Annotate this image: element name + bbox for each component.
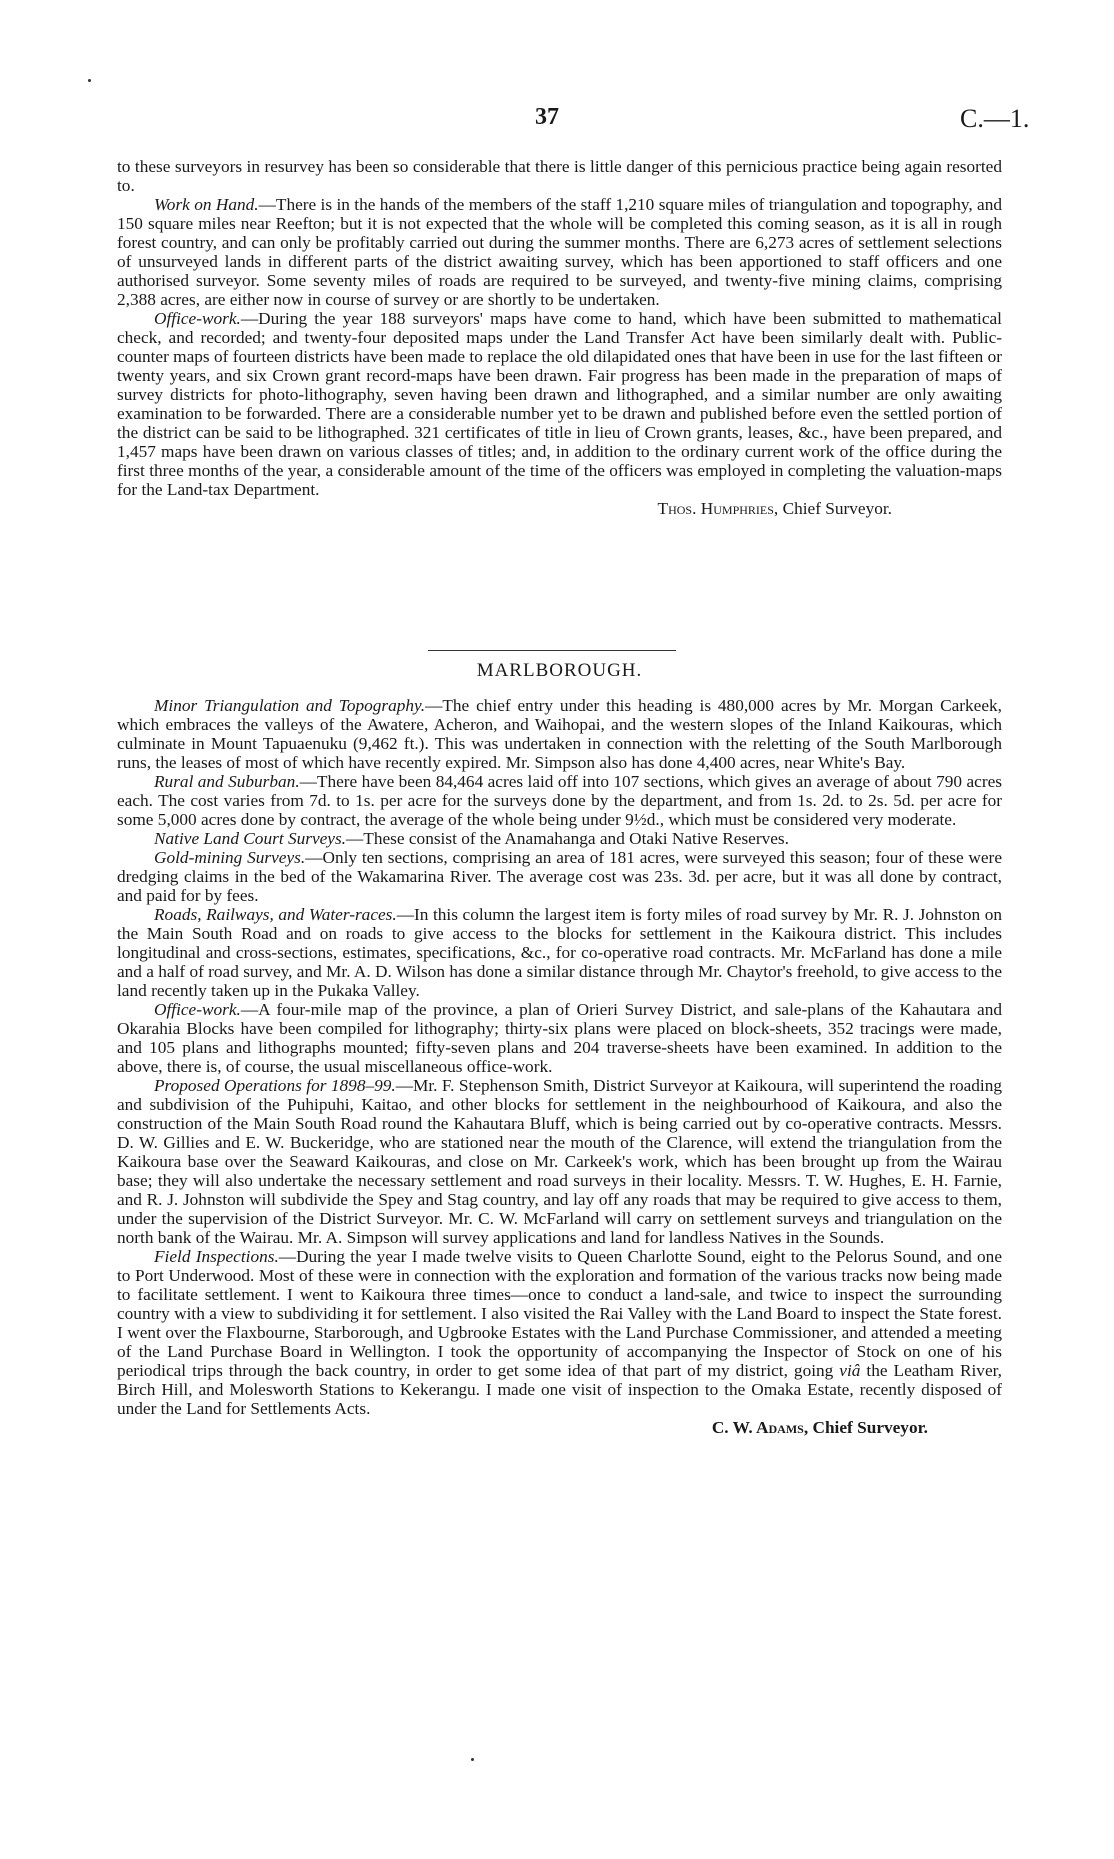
page-number: 37 xyxy=(535,104,559,130)
section-marlborough xyxy=(117,660,1002,1438)
section-heading: MARLBOROUGH. xyxy=(476,660,643,681)
page-mark xyxy=(88,79,91,82)
paragraph-continuation: to these surveyors in resurvey has been so considerable that there is little danger of this pernicious practice being again resorted to. xyxy=(117,157,1002,195)
section-divider xyxy=(428,650,676,651)
paragraph-title: Rural and Suburban. xyxy=(154,772,300,791)
paragraph-rural: Rural and Suburban.—There have been 84,464 acres laid off into 107 sections, which gives an average of about 790 acres each. The cost varies from 7d. to 1s. per acre for the surveys done by the department, and from 1s. 2d. to 2s. 5d. per acre for some 5,000 acres done by contract, the average of the whole being under 9½d., which must be considered very moderate. xyxy=(117,772,1002,829)
paragraph-title: Proposed Operations for 1898–99. xyxy=(154,1076,396,1095)
paragraph-office-work: Office-work.—A four-mile map of the province, a plan of Orieri Survey District, and sale-plans of the Kahautara and Okarahia Blocks have been compiled for lithography; thirty-six plans were placed on block-sheets, 352 tracings were made, and 105 plans and lithographs mounted; fifty-seven plans and 204 traverse-sheets have been examined. In addition to the above, there is, of course, the usual miscellaneous office-work. xyxy=(117,1000,1002,1076)
paragraph-title: Gold-mining Surveys. xyxy=(154,848,306,867)
paragraph-office-work: Office-work.—During the year 188 surveyors' maps have come to hand, which have been submitted to mathematical check, and recorded; and twenty-four deposited maps under the Land Transfer Act have been similarly dealt with. Public-counter maps of fourteen districts have been made to replace the old dilapidated ones that have been in use for the last fifteen or twenty years, and six Crown grant record-maps have been drawn. Fair progress has been made in the preparation of maps of survey districts for photo-lithography, seven having been drawn and lithographed, and a similar number are only awaiting examination to be forwarded. There are a considerable number yet to be drawn and published before even the settled portion of the district can be said to be lithographed. 321 certificates of title in lieu of Crown grants, leases, &c., have been prepared, and 1,457 maps have been drawn on various classes of titles; and, in addition to the ordinary current work of the office during the first three months of the year, a considerable amount of the time of the officers was employed in completing the valuation-maps for the Land-tax Department. xyxy=(117,309,1002,499)
signature-adams: C. W. Adams, Chief Surveyor. xyxy=(711,1418,928,1437)
paragraph-gold-mining: Gold-mining Surveys.—Only ten sections, comprising an area of 181 acres, were surveyed this season; four of these were dredging claims in the bed of the Wakamarina River. The average cost was 23s. 3d. per acre, but it was all done by contract, and paid for by fees. xyxy=(117,848,1002,905)
paragraph-work-on-hand: Work on Hand.—There is in the hands of the members of the staff 1,210 square miles of triangulation and topography, and 150 square miles near Reefton; but it is not expected that the whole will be completed this coming season, as it is all in rough forest country, and can only be profitably carried out during the summer months. There are 6,273 acres of settlement selections of unsurveyed lands in different parts of the district awaiting survey, which has been apportioned to staff officers and one authorised surveyor. Some seventy miles of roads are required to be surveyed, and twenty-five mining claims, comprising 2,388 acres, are either now in course of survey or are shortly to be undertaken. xyxy=(117,195,1002,309)
paragraph-title: Field Inspections. xyxy=(154,1247,279,1266)
paragraph-native-land: Native Land Court Surveys.—These consist of the Anamahanga and Otaki Native Reserves. xyxy=(154,829,789,848)
paragraph-triangulation: Minor Triangulation and Topography.—The chief entry under this heading is 480,000 acres by Mr. Morgan Carkeek, which embraces the valleys of the Awatere, Acheron, and Waihopai, and the western slopes of the Inland Kaikouras, which culminate in Mount Tapuaenuku (9,462 ft.). This was undertaken in connection with the reletting of the South Marlborough runs, the leases of most of which have recently expired. Mr. Simpson also has done 4,400 acres, near White's Bay. xyxy=(117,696,1002,772)
paragraph-field-inspections: Field Inspections.—During the year I made twelve visits to Queen Charlotte Sound, eight to the Pelorus Sound, and one to Port Underwood. Most of these were in connection with the exploration and formation of the various tracks now being made to facilitate settlement. I went to Kaikoura three times—once to conduct a land-sale, and twice to inspect the surrounding country with a view to subdividing it for settlement. I also visited the Rai Valley with the Land Board to inspect the State forest. I went over the Flaxbourne, Starborough, and Ugbrooke Estates with the Land Purchase Commissioner, and attended a meeting of the Land Purchase Board in Wellington. I took the opportunity of accompanying the Inspector of Stock on one of his periodical trips through the back country, in order to get some idea of that part of my district, going viâ the Leatham River, Birch Hill, and Molesworth Stations to Kekerangu. I made one visit of inspection to the Omaka Estate, recently disposed of under the Land for Settlements Acts. xyxy=(117,1247,1002,1418)
paragraph-title: Work on Hand. xyxy=(154,195,259,214)
paragraph-title: Minor Triangulation and Topography. xyxy=(154,696,426,715)
paragraph-title: Office-work. xyxy=(154,309,241,328)
signature-humphries: Thos. Humphries, Chief Surveyor. xyxy=(657,499,892,518)
page-reference: C.—1. xyxy=(960,104,1030,133)
section-westland xyxy=(117,157,1002,519)
page-mark xyxy=(471,1758,474,1761)
paragraph-roads: Roads, Railways, and Water-races.—In this column the largest item is forty miles of road survey by Mr. R. J. Johnston on the Main South Road and on roads to give access to the blocks for settlement in the Kaikoura district. This includes longitudinal and cross-sections, estimates, specifications, &c., for co-operative road contracts. Mr. McFarland has done a mile and a half of road survey, and Mr. A. D. Wilson has done a similar distance through Mr. Chaytor's freehold, to give access to the land recently taken up in the Pukaka Valley. xyxy=(117,905,1002,1000)
paragraph-title: Office-work. xyxy=(154,1000,241,1019)
paragraph-proposed-operations: Proposed Operations for 1898–99.—Mr. F. Stephenson Smith, District Surveyor at Kaikoura, will superintend the roading and subdivision of the Puhipuhi, Kaitao, and other blocks for settlement in the neighbourhood of Kaikoura, and also the construction of the Main South Road round the Kahautara Bluff, which is being carried out by co-operative contracts. Messrs. D. W. Gillies and E. W. Buckeridge, who are stationed near the mouth of the Clarence, will extend the triangulation from the Kaikoura base over the Seaward Kaikouras, and close on Mr. Carkeek's work, which has been brought up from the Wairau base; they will also undertake the necessary settlement and road surveys in their locality. Messrs. T. W. Hughes, E. H. Farnie, and R. J. Johnston will subdivide the Spey and Stag country, and lay off any roads that may be required to give access to them, under the supervision of the District Surveyor. Mr. C. W. McFarland will carry on settlement surveys and triangulation on the north bank of the Wairau. Mr. A. Simpson will survey applications and land for landless Natives in the Sounds. xyxy=(117,1076,1003,1247)
paragraph-title: Native Land Court Surveys. xyxy=(154,829,347,848)
paragraph-title: Roads, Railways, and Water-races. xyxy=(154,905,397,924)
